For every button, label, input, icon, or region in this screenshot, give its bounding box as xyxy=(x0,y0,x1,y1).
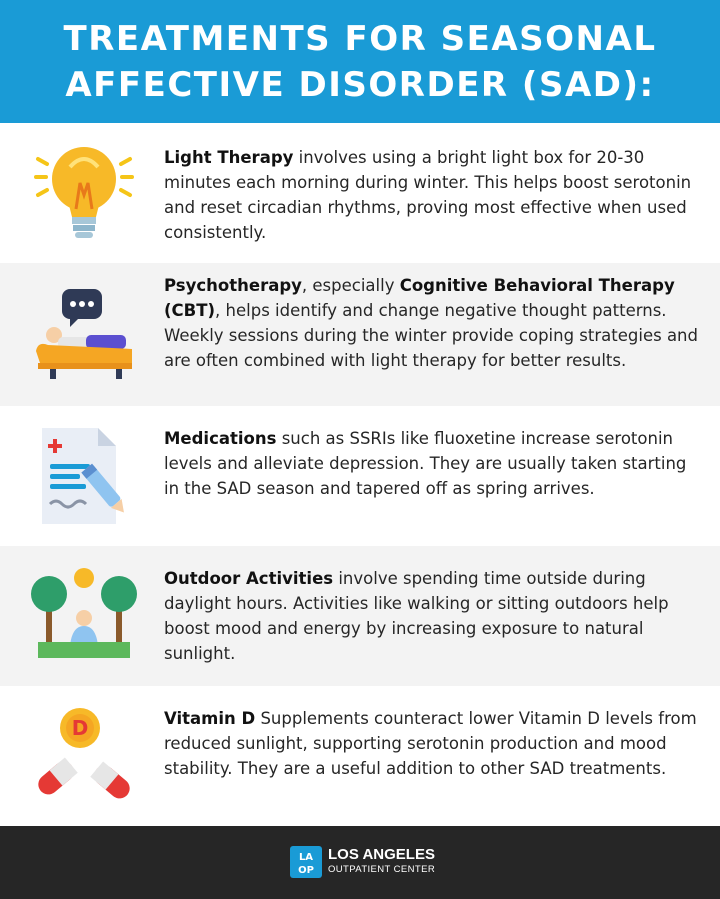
svg-text:D: D xyxy=(71,716,89,740)
svg-text:OP: OP xyxy=(298,865,314,876)
treatment-title: Outdoor Activities xyxy=(164,569,334,588)
treatment-body: such as SSRIs like fluoxetine increase serotonin levels and alleviate depression. They are usually taken starting in the SAD season and tapered off as spring arrives. xyxy=(164,429,687,498)
treatment-psychotherapy xyxy=(0,263,720,406)
treatment-description xyxy=(164,273,704,373)
treatment-body: , helps identify and change negative thought patterns. Weekly sessions during the winter provide coping strategies and are often combined with light therapy for better results. xyxy=(164,301,698,370)
treatment-description xyxy=(164,426,704,501)
treatment-description xyxy=(164,706,704,781)
clinic-subtitle: OUTPATIENT CENTER xyxy=(328,864,436,875)
treatment-medications xyxy=(0,406,720,546)
treatment-description xyxy=(164,566,704,666)
page-title-line-1: TREATMENTS FOR SEASONAL xyxy=(63,18,657,59)
light-bulb-icon xyxy=(28,139,140,251)
clinic-name: LOS ANGELES xyxy=(328,846,435,863)
treatment-subtitle: Cognitive Behavioral Therapy (CBT) xyxy=(164,276,675,320)
page-title-line-2: AFFECTIVE DISORDER (SAD): xyxy=(65,64,655,105)
treatment-light-therapy xyxy=(0,123,720,263)
svg-text:LA: LA xyxy=(298,852,314,863)
treatment-title: Medications xyxy=(164,429,277,448)
treatment-description xyxy=(164,145,704,245)
treatment-vitamin-d xyxy=(0,686,720,826)
vitamin-d-pills-icon xyxy=(28,700,140,812)
footer-bar xyxy=(0,826,720,899)
therapy-couch-icon xyxy=(28,279,140,391)
treatment-title: Psychotherapy xyxy=(164,276,302,295)
treatment-outdoor-activities xyxy=(0,546,720,686)
clinic-logo-icon xyxy=(290,846,322,878)
treatment-title: Light Therapy xyxy=(164,148,294,167)
treatment-body: involves using a bright light box for 20-30 minutes each morning during winter. This helps boost serotonin and reset circadian rhythms, proving most effective when used consistently. xyxy=(164,148,692,242)
outdoor-park-icon xyxy=(28,560,140,672)
treatment-body: Supplements counteract lower Vitamin D levels from reduced sunlight, supporting serotonin production and mood stability. They are a useful addition to other SAD treatments. xyxy=(164,709,697,778)
header-banner xyxy=(0,0,720,123)
treatment-connector: , especially xyxy=(301,276,400,295)
prescription-icon xyxy=(28,420,140,532)
treatment-title: Vitamin D xyxy=(164,709,256,728)
treatment-body: involve spending time outside during daylight hours. Activities like walking or sitting outdoors help boost mood and energy by increasing exposure to natural sunlight. xyxy=(164,569,669,663)
